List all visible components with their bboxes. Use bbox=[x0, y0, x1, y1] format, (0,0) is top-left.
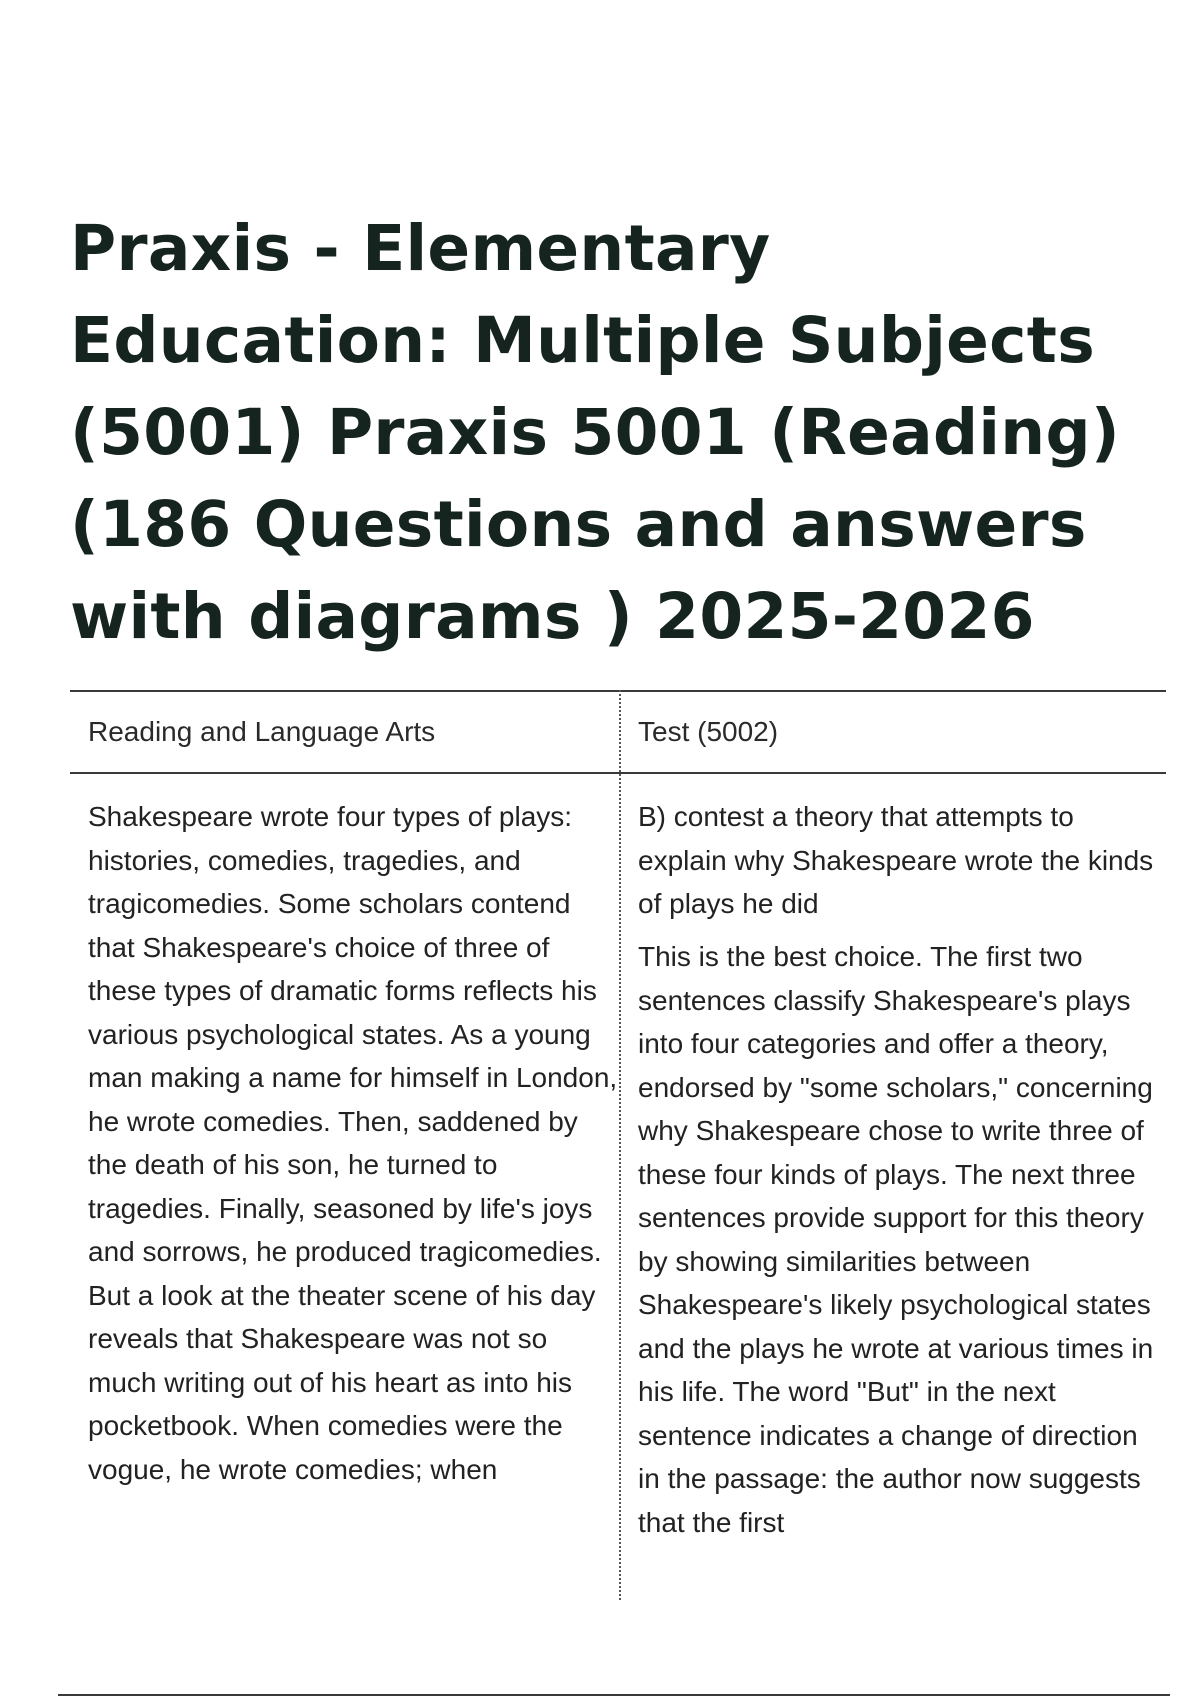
page-bottom-rule bbox=[58, 1694, 1170, 1696]
answer-text: B) contest a theory that attempts to explain why Shakespeare wrote the kinds of plays he did bbox=[638, 801, 1154, 919]
explanation-text: This is the best choice. The first two sentences classify Shakespeare's plays into four categories and offer a theory, endorsed by "some scholars," concerning why Shakespeare chose to write three of these four kinds of plays. The next three sentences provide support for this theory by showing similarities between Shakespeare's likely psychological states and the plays he wrote at various times in his life. The word "But" in the next sentence indicates a change of direction in the passage: the author now suggests that the first bbox=[638, 941, 1154, 1538]
column-divider bbox=[619, 690, 621, 1600]
column-header-subject: Reading and Language Arts bbox=[88, 716, 436, 747]
document-title: Praxis - Elementary Education: Multiple Subjects (5001) Praxis 5001 (Reading) (186 Questions and answers with diagrams ) 2025-2026 bbox=[70, 212, 1120, 653]
table-top-rule bbox=[70, 690, 1166, 692]
question-text: Shakespeare wrote four types of plays: histories, comedies, tragedies, and tragicomedies. Some scholars contend that Shakespeare's choice of three of these types of dramatic forms reflects his various psychological states. As a young man making a name for himself in London, he wrote comedies. Then, saddened by the death of his son, he turned to tragedies. Finally, seasoned by life's joys and sorrows, he produced tragicomedies. But a look at the theater scene of his day reveals that Shakespeare was not so much writing out of his heart as into his pocketbook. When comedies were the vogue, he wrote comedies; when bbox=[88, 801, 618, 1485]
column-header-test: Test (5002) bbox=[638, 716, 779, 747]
flashcard-table bbox=[70, 690, 1166, 1600]
table-header-rule bbox=[70, 772, 1166, 774]
